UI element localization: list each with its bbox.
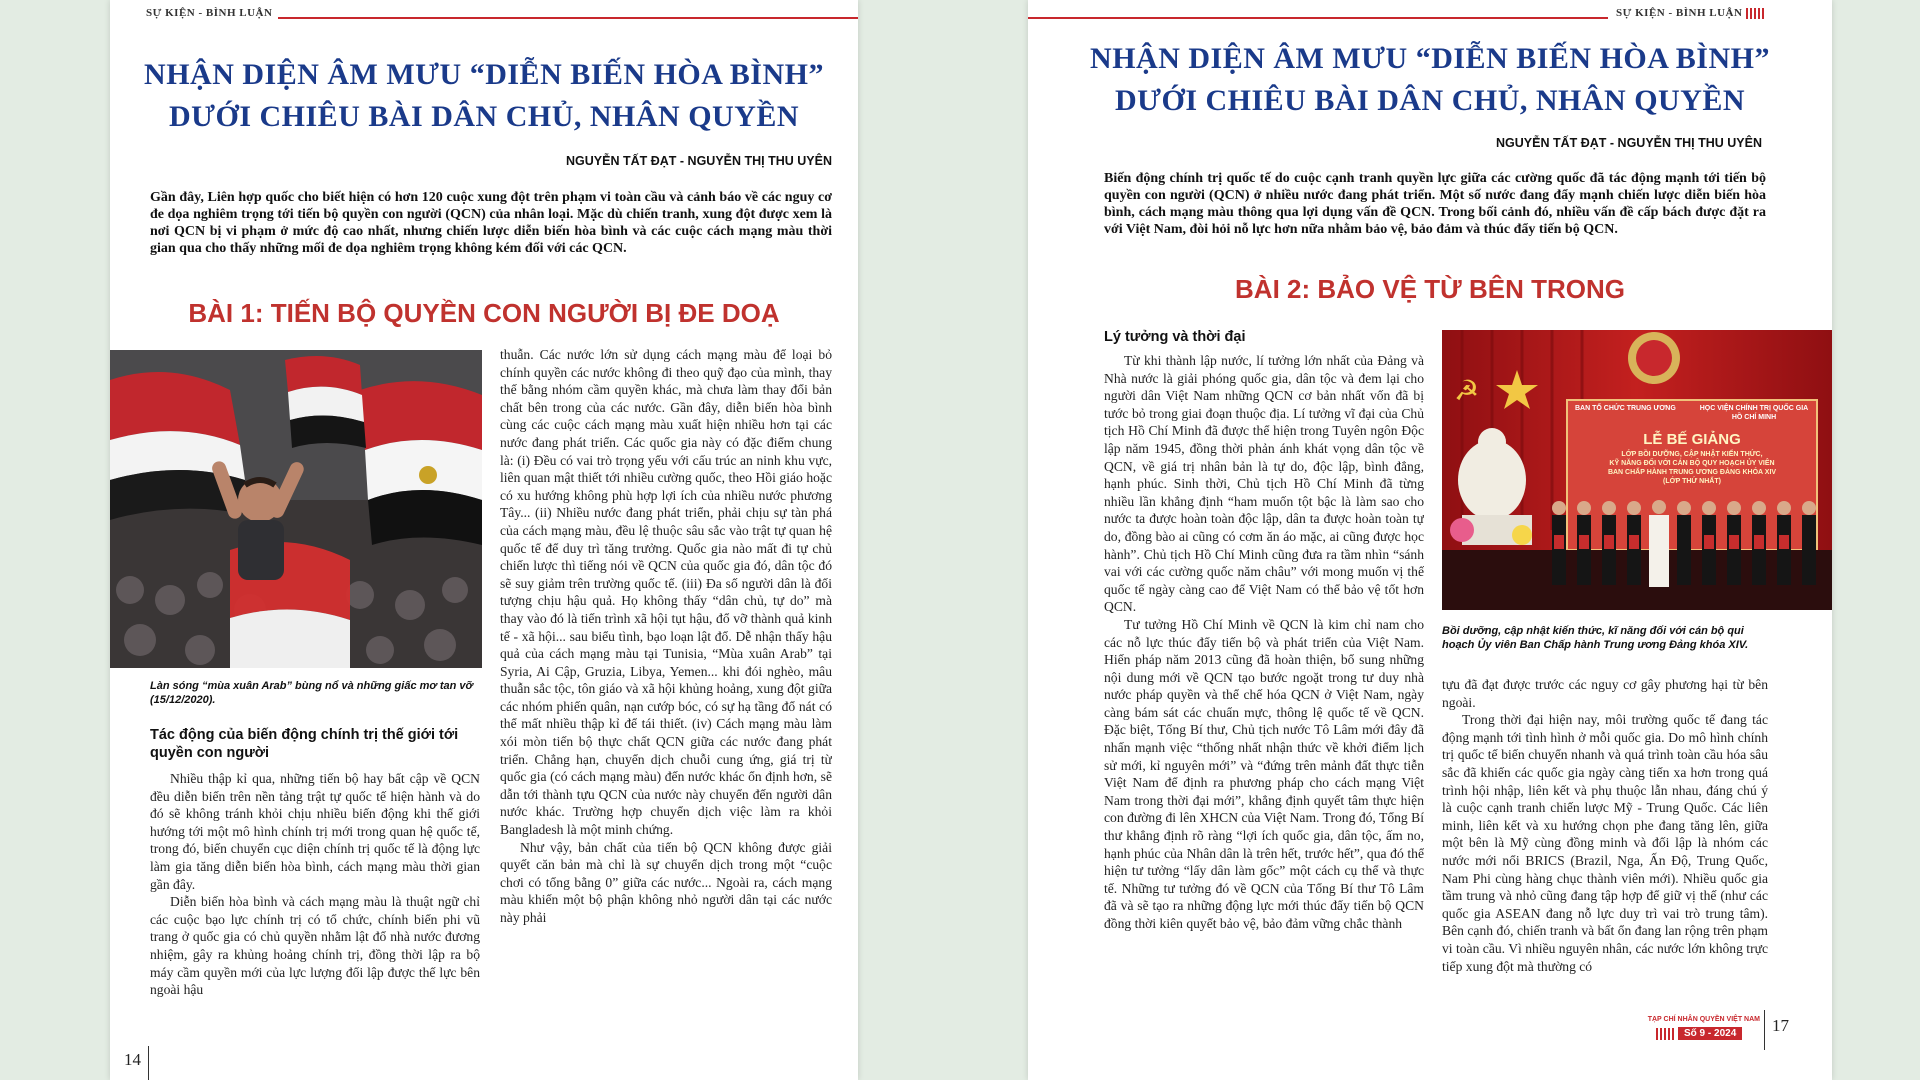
banner-line: BAN CHẤP HÀNH TRUNG ƯƠNG ĐẢNG KHÓA XIV — [1607, 469, 1777, 476]
paragraph: Từ khi thành lập nước, lí tưởng lớn nhất của Đảng và Nhà nước là giải phóng quốc gia, dân tộc và đem lại cho người dân Việt Nam những QCN cơ bản nhất vốn đã bị tước bỏ trong giai đoạn thuộc địa. Lí tưởng vĩ đại của Chủ tịch Hồ Chí Minh đã được thể hiện trong Tuyên ngôn Độc lập năm 1945, đồng thời phản ánh khát vọng dân tộc về QCN, về giá trị nhân bản là tự do, độc lập, bình đẳng, hạnh phúc. Sinh thời, Chủ tịch Hồ Chí Minh đã từng nhiều lần khẳng định “ham muốn tột bậc là làm sao cho nước ta được hoàn toàn độc lập, dân ta được hoàn toàn tự do, đồng bào ai cũng có cơm ăn áo mặc, ai cũng được học hành”. Chủ tịch Hồ Chí Minh cũng đưa ra tầm nhìn “sánh vai với các cường quốc năm châu” với mong muốn vị thế quốc tế ngày càng cao để Việt Nam có thể bảo vệ tốt hơn QCN. — [1104, 353, 1424, 615]
svg-text:☭: ☭ — [1454, 374, 1480, 407]
banner-line: (LỚP THỨ NHẤT) — [1663, 478, 1721, 485]
paragraph: Như vậy, bản chất của tiến bộ QCN không được giải quyết căn bản mà chỉ là sự chuyển dịch trong một “cuộc chơi có tổng bằng 0” giữa các nước... Ngoài ra, cách mạng màu khiến một bộ phận không nhỏ người dân tại các nước này phải — [500, 839, 832, 925]
part-title: BÀI 1: TIẾN BỘ QUYỀN CON NGƯỜI BỊ ĐE DOẠ — [188, 298, 780, 328]
page-number: 14 — [124, 1050, 141, 1069]
lead-paragraph: Biến động chính trị quốc tế do cuộc cạnh tranh quyền lực giữa các cường quốc đã tác động mạnh tới tiến bộ quyền con người (QCN) ở nhiều nước đang phát triển. Một số nước đang đẩy mạnh chiến lược diễn biến hòa bình, cách mạng màu thông qua lợi dụng vấn đề QCN. Trong bối cảnh đó, nhiều vấn đề cấp bách được đặt ra với Việt Nam, đòi hỏi nỗ lực hơn nữa nhằm bảo vệ, bảo đảm và thúc đẩy tiến bộ QCN. — [1104, 171, 1766, 237]
banner-organizers — [1569, 404, 1815, 422]
magazine-name: TẠP CHÍ NHÂN QUYỀN VIỆT NAM — [1647, 1016, 1760, 1023]
column-1 — [1104, 352, 1424, 1002]
column-2 — [500, 346, 832, 1060]
authors: NGUYỄN TẤT ĐẠT - NGUYỄN THỊ THU UYÊN — [566, 154, 832, 168]
column-1 — [150, 770, 480, 1060]
photo-caption: Bồi dưỡng, cập nhật kiến thức, kĩ năng đối với cán bộ qui hoạch Ủy viên Ban Chấp hành Trung ương Đảng khóa XIV. — [1442, 625, 1749, 651]
article-title — [110, 54, 858, 138]
ceremony-photo — [1442, 330, 1832, 610]
title-line-2: DƯỚI CHIÊU BÀI DÂN CHỦ, NHÂN QUYỀN — [168, 100, 800, 133]
title-line-1: NHẬN DIỆN ÂM MƯU “DIỄN BIẾN HÒA BÌNH” — [144, 58, 824, 91]
paragraph: Tư tưởng Hồ Chí Minh về QCN là kim chỉ nam cho các nỗ lực thúc đẩy tiến bộ và phát triển của Việt Nam. Hiến pháp năm 2013 cũng đã hoàn thiện, bổ sung những nội dung mới về QCN tạo bước ngoặt trong tư duy nhà nước pháp quyền và thể chế hóa QCN ở Việt Nam, ngày càng bám sát các chuẩn mực, thông lệ quốc tế về QCN. Đặc biệt, Tổng Bí thư, Chủ tịch nước Tô Lâm mới đây đã nhấn mạnh việc “thống nhất nhận thức về khởi điểm lịch sử mới, kỉ nguyên mới” và “đứng trên mảnh đất thực tiễn Việt Nam để định ra phương pháp cho cách mạng Việt Nam trong thời đại mới”, khẳng định quyết tâm thực hiện con đường đi lên XHCN của Việt Nam. Trong đó, Tổng Bí thư khẳng định rõ ràng “lợi ích quốc gia, dân tộc, ấm no, hạnh phúc của Nhân dân là trên hết, trước hết”, qua đó thể hiện tư tưởng “lấy dân làm gốc” một cách cụ thể và thực tế. Những tư tưởng đó về QCN của Tổng Bí thư Tô Lâm đã và sẽ tạo ra những động lực mới thúc đẩy tiến bộ QCN đồng thời kiên quyết bảo vệ, bảo đảm vững chắc thành — [1104, 616, 1424, 931]
paragraph: tựu đã đạt được trước các nguy cơ gây phương hại từ bên ngoài. — [1442, 677, 1768, 710]
banner-title: LỄ BẾ GIẢNG — [1643, 431, 1741, 448]
issue-badge: Số 9 - 2024 — [1678, 1027, 1742, 1040]
page-14 — [110, 0, 858, 1080]
banner-line: LỚP BỒI DƯỠNG, CẬP NHẬT KIẾN THỨC, — [1621, 451, 1763, 458]
lead-paragraph: Gần đây, Liên hợp quốc cho biết hiện có hơn 120 cuộc xung đột trên phạm vi toàn cầu và cảnh báo về các nguy cơ đe dọa nghiêm trọng tới tiến bộ quyền con người (QCN) của nhân loại. Mặc dù chiến tranh, xung đột được xem là nơi QCN bị vi phạm ở mức độ cao nhất, nhưng chiến lược diễn biến hòa bình và các cuộc cách mạng màu thời gian qua cho thấy những mối đe dọa nghiêm trọng không kém đối với các QCN. — [150, 190, 832, 256]
page-number-rule — [1764, 1010, 1765, 1050]
authors: NGUYỄN TẤT ĐẠT - NGUYỄN THỊ THU UYÊN — [1496, 136, 1762, 150]
protest-photo — [110, 350, 482, 668]
banner-org-right: HỌC VIỆN CHÍNH TRỊ QUỐC GIA HỒ CHÍ MINH — [1699, 405, 1809, 421]
protest-photo-illustration — [110, 350, 482, 668]
page-number: 17 — [1772, 1016, 1789, 1035]
article-title — [1028, 38, 1832, 122]
part-title: BÀI 2: BẢO VỆ TỪ BÊN TRONG — [1235, 274, 1625, 304]
subheading: Lý tưởng và thời đại — [1104, 329, 1246, 345]
section-label: SỰ KIỆN - BÌNH LUẬN — [146, 7, 273, 19]
column-2 — [1442, 676, 1768, 1002]
page-17 — [1028, 0, 1832, 1080]
paragraph: Diễn biến hòa bình và cách mạng màu là thuật ngữ chỉ các cuộc bạo lực chính trị có tổ chức, chính biến phi vũ trang ở quốc gia có chủ quyền nhằm lật đổ nhà nước đương nhiệm, gây ra khủng hoảng chính trị, đồng thời lập ra bộ máy cầm quyền mới của lực lượng đối lập được thế lực bên ngoài hậu — [150, 894, 480, 998]
footer-stripes-icon — [1656, 1028, 1674, 1040]
header-stripes-icon — [1746, 8, 1764, 19]
paragraph: thuẫn. Các nước lớn sử dụng cách mạng màu để loại bỏ chính quyền các nước không đi theo quỹ đạo của mình, thay thế bằng nhóm cầm quyền khác, mà chưa làm thay đổi bản chất bên trong của các nước. Gần đây, diễn biến hòa bình cùng các cuộc cách mạng màu xuất hiện nhiều hơn tại các nước đang phát triển. Các quốc gia này có đặc điểm chung là: (i) Đều có vai trò trọng yếu với cấu trúc an ninh khu vực, liên quan mật thiết tới nhiều cường quốc, theo Hồi giáo hoặc có xu hướng không phù hợp lợi ích của nhiều nước phương Tây... (ii) Nhiều nước đang phát triển, phải chịu sự tàn phá của cách mạng màu, đều lệ thuộc sâu sắc vào trật tự quan hệ quốc tế để duy trì tăng trưởng. Quốc gia nào mất đi tự chủ chiến lược thì tiếng nói về QCN của quốc gia đó, dân tộc đó sẽ suy giảm trên trường quốc tế. (iii) Đa số người dân là đối tượng chịu hậu quả. Họ không thấy “dân chủ, tự do” mà thay vào đó là tiến trình xã hội tụt hậu, đổ vỡ thành quả kinh tế - xã hội... sau biểu tình, bạo loạn lật đổ. Dễ nhận thấy hậu quả của cách mạng màu tại Tunisia, “Mùa xuân Arab” tại Syria, Ai Cập, Gruzia, Libya, Yemen... khi đói nghèo, mâu thuẫn sắc tộc, tôn giáo và xã hội khủng hoảng, xung đột giữa các nhóm phiến quân, nạn cướp bóc, có sự hạ tầng đổ nát có thể mất nhiều thập kỉ để tái thiết. (iv) Cách mạng màu làm xói mòn tiến bộ thực chất QCN giữa các nước đang phát triển. Chẳng hạn, chuyển dịch chuỗi cung ứng, giá trị từ quốc gia (có cách mạng màu) đến nước khác ổn định hơn, sẽ dẫn tới thành tựu QCN của nước này chuyển đến người dân nước khác. Trường hợp chuyển dịch việc làm ra khỏi Bangladesh là một minh chứng. — [500, 347, 832, 838]
header-rule — [1028, 17, 1608, 19]
banner-line: KỸ NĂNG ĐỐI VỚI CÁN BỘ QUY HOẠCH ỦY VIÊN — [1609, 460, 1775, 467]
title-line-1: NHẬN DIỆN ÂM MƯU “DIỄN BIẾN HÒA BÌNH” — [1090, 42, 1770, 75]
ceremony-banner — [1569, 404, 1815, 486]
title-line-2: DƯỚI CHIÊU BÀI DÂN CHỦ, NHÂN QUYỀN — [1114, 84, 1746, 117]
subheading: Tác động của biến động chính trị thế giới tới quyền con người — [150, 727, 459, 761]
photo-caption: Làn sóng “mùa xuân Arab” bùng nổ và những giấc mơ tan vỡ (15/12/2020). — [150, 680, 473, 706]
page-number-rule — [148, 1046, 149, 1080]
paragraph: Nhiều thập kỉ qua, những tiến bộ hay bất cập về QCN đều diễn biến trên nền tảng trật tự quốc tế hiện hành và do đó sẽ không tránh khỏi chịu nhiều biến động khi thế giới hướng tới một mô hình chính trị mới trong quan hệ quốc tế, trong đó, biến chuyển cục diện chính trị quốc tế là động lực làm gia tăng diễn biến hòa bình, cách mạng màu thời gian gần đây. — [150, 771, 480, 892]
section-label: SỰ KIỆN - BÌNH LUẬN — [1616, 7, 1743, 19]
banner-org-left: BAN TỔ CHỨC TRUNG ƯƠNG — [1575, 405, 1676, 412]
paragraph: Trong thời đại hiện nay, môi trường quốc tế đang tác động mạnh tới tình hình ở mỗi quốc gia. Do mô hình chính trị quốc tế biến chuyển nhanh và quá trình toàn cầu hóa sâu sắc đã khiến các quốc gia ngày càng tiến xa hơn trong quá trình hội nhập, liên kết và phụ thuộc lẫn nhau, đáng chú ý là cuộc cạnh tranh chiến lược Mỹ - Trung Quốc. Các liên minh, liên kết và xu hướng chọn phe đang tăng lên, giữa một bên là Mỹ cùng đồng minh và đối lập là nhóm các nước mới nổi BRICS (Brazil, Nga, Ấn Độ, Trung Quốc, Nam Phi cùng hàng chục thành viên mới). Nhiều quốc gia tầm trung và nhỏ cũng đang tập hợp để giữ vị thế (như các quốc gia ASEAN đang nỗ lực duy trì vai trò trung tâm). Bên cạnh đó, chiến tranh và bất ổn đang lan rộng trên phạm vi toàn cầu. Vì nhiều nguyên nhân, các nước lớn không trực tiếp xung đột mà thường có — [1442, 712, 1768, 974]
header-rule — [278, 17, 858, 19]
